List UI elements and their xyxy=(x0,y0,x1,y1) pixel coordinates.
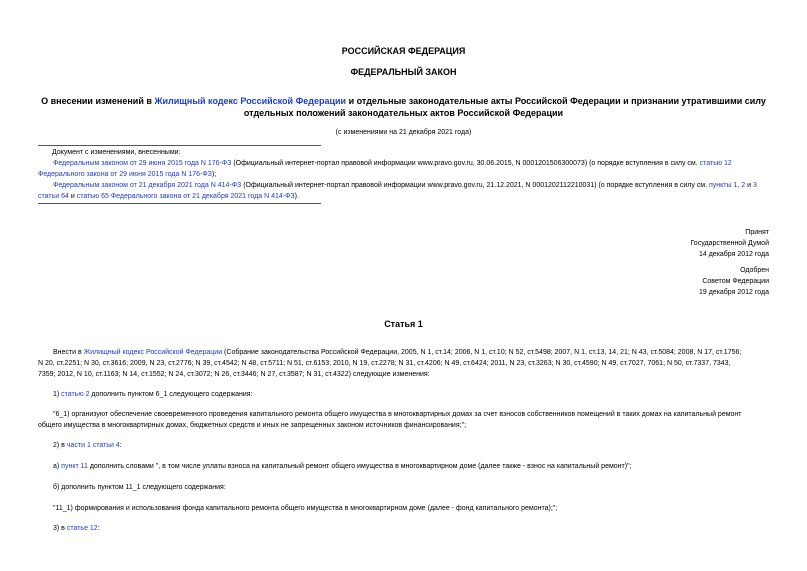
changes-item2-mid: и xyxy=(68,193,77,200)
changes-item2-link2[interactable]: пункты 1, 2 xyxy=(709,182,746,189)
item2-b: : xyxy=(119,442,122,449)
edition-note: (с изменениями на 21 декабря 2021 года) xyxy=(335,129,472,136)
adopted-label: Принят xyxy=(745,229,769,236)
changes-item2-link[interactable]: Федеральным законом от 21 декабря 2021 года N 414-ФЗ xyxy=(53,182,242,189)
document-title xyxy=(0,95,807,119)
item-3 xyxy=(53,523,100,534)
changes-heading: Документ с изменениями, внесенными: xyxy=(52,149,181,156)
item2-link[interactable]: части 1 статьи 4 xyxy=(66,442,120,449)
subitem-a-prefix: а) xyxy=(53,463,62,470)
subitem-a xyxy=(53,461,632,472)
quote-6-1 xyxy=(38,409,773,431)
adopted-block xyxy=(569,227,769,260)
changes-item1-link[interactable]: Федеральным законом от 29 июня 2015 года N 176-ФЗ xyxy=(53,160,232,167)
changes-item1-text: (Официальный интернет-портал правовой информации www.pravo.gov.ru, 30.06.2015, N 0001201506300073) (о порядке вступления в силу см. xyxy=(231,160,700,167)
item3-link[interactable]: статье 12 xyxy=(66,525,98,532)
header-law-type: ФЕДЕРАЛЬНЫЙ ЗАКОН xyxy=(350,67,457,77)
changes-item-1 xyxy=(38,158,773,180)
quote-11-1: "11_1) формирования и использования фонда капитального ремонта общего имущества в многоквартирном доме (далее - фонд капитального ремонта);"; xyxy=(53,505,558,512)
item1-link[interactable]: статью 2 xyxy=(61,391,90,398)
adopted-body: Государственной Думой xyxy=(690,240,769,247)
intro-line2: N 20, ст.2251; N 30, ст.3616; 2009, N 23, ст.2776; N 39, ст.4542; N 48, ст.5711; N 51, ст.6153; 2010, N 19, ст.2278; N 31, ст.4206; N 49, ст.6424; 2011, N 23, ст.3263; N 30, ст.4590; N 49, ст.7027, 7061; N 50, ст.7337, 7343, xyxy=(38,360,731,367)
item2-a: 2) в xyxy=(53,442,67,449)
quote1-line1: "6_1) организуют обеспечение своевременного проведения капитального ремонта общего имущества в многоквартирных домах за счет взносов собственников помещений в таких домах на капитальный ремонт xyxy=(53,411,742,418)
intro-line3: 7359; 2012, N 10, ст.1163; N 14, ст.1552; N 24, ст.3072; N 26, ст.3446; N 27, ст.3587; N 31, ст.4322) следующие изменения: xyxy=(38,371,430,378)
title-line2: отдельных положений законодательных актов Российской Федерации xyxy=(243,108,564,118)
approved-block xyxy=(569,265,769,298)
approved-label: Одобрен xyxy=(740,267,769,274)
changes-item1-end: ); xyxy=(211,171,217,178)
item3-a: 3) в xyxy=(53,525,67,532)
divider-bottom xyxy=(38,203,321,204)
changes-item2-link4[interactable]: статью 65 Федерального закона от 21 декабря 2021 года N 414-ФЗ xyxy=(76,193,295,200)
approved-body: Советом Федерации xyxy=(702,278,769,285)
item3-b: : xyxy=(97,525,100,532)
title-part2: и отдельные законодательные акты Российской Федерации и признании утратившими силу xyxy=(346,96,766,106)
subitem-a-link[interactable]: пункт 11 xyxy=(61,463,88,470)
changes-item1-link2[interactable]: статью 12 xyxy=(699,160,732,167)
intro-text-b: (Собрание законодательства Российской Федерации, 2005, N 1, ст.14; 2006, N 1, ст.10; N 52, ст.5498; 2007, N 1, ст.13, 14, 21; N 43, ст.5084; 2008, N 17, ст.1756; xyxy=(222,349,742,356)
title-part1: О внесении изменений в xyxy=(41,96,155,106)
article-title: Статья 1 xyxy=(384,319,423,329)
item1-a: 1) xyxy=(53,391,62,398)
item1-b: дополнить пунктом 6_1 следующего содержания: xyxy=(89,391,253,398)
intro-code-link[interactable]: Жилищный кодекс Российской Федерации xyxy=(83,349,223,356)
changes-item2-text: (Официальный интернет-портал правовой информации www.pravo.gov.ru, 21.12.2021, N 0001202112210031) (о порядке вступления в силу см. xyxy=(241,182,709,189)
title-code-link[interactable]: Жилищный кодекс Российской Федерации xyxy=(154,96,347,106)
changes-item2-link3[interactable]: 3 статьи 64 xyxy=(38,182,757,200)
adopted-date: 14 декабря 2012 года xyxy=(698,251,769,258)
subitem-b: б) дополнить пунктом 11_1 следующего содержания: xyxy=(53,484,226,491)
approved-date: 19 декабря 2012 года xyxy=(698,289,769,296)
changes-item1-link3[interactable]: Федерального закона от 29 июня 2015 года N 176-ФЗ xyxy=(38,171,212,178)
divider-top xyxy=(38,145,321,146)
header-country: РОССИЙСКАЯ ФЕДЕРАЦИЯ xyxy=(341,46,466,56)
intro-text-a: Внести в xyxy=(53,349,84,356)
item-2 xyxy=(53,440,122,451)
quote1-line2: общего имущества в многоквартирных домах, бюджетных средств и иных не запрещенных законом источников финансирования;"; xyxy=(38,422,467,429)
changes-item2-and: и xyxy=(747,182,753,189)
changes-item2-end: ). xyxy=(294,193,299,200)
item-1 xyxy=(53,389,253,400)
subitem-a-text: дополнить словами ", в том числе уплаты взноса на капитальный ремонт общего имущества в многоквартирном доме (далее также - взнос на капитальный ремонт)"; xyxy=(87,463,632,470)
article-intro xyxy=(38,347,773,380)
changes-item-2 xyxy=(38,180,773,202)
